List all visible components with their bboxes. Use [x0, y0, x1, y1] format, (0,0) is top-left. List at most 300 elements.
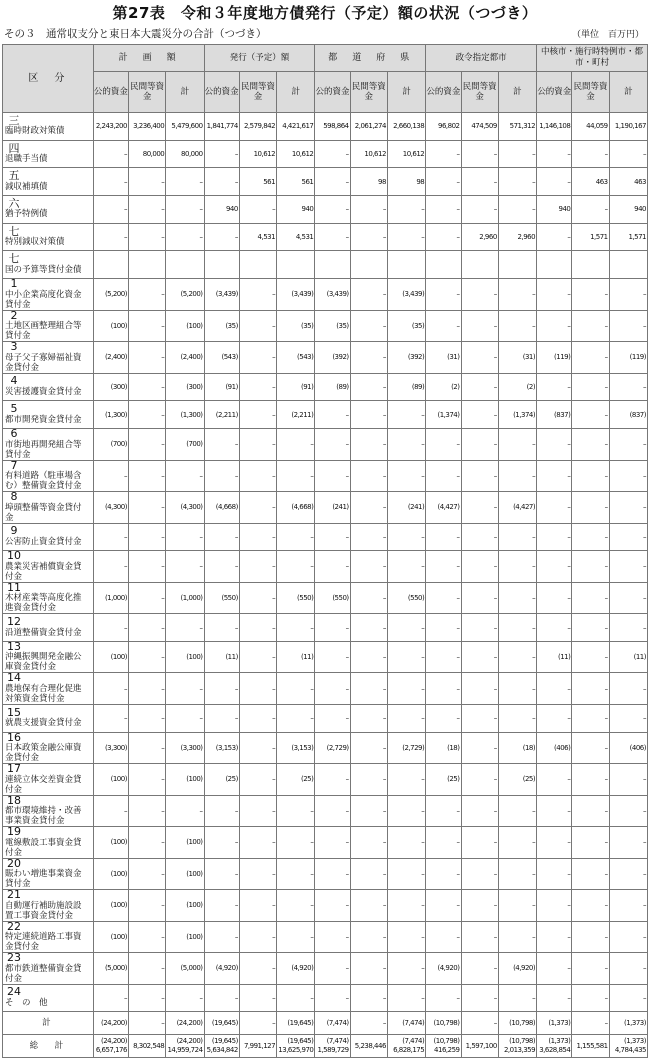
table-cell: –: [498, 429, 536, 461]
table-cell: –: [609, 890, 647, 922]
table-cell: –: [239, 921, 276, 953]
row-number: 14: [7, 672, 21, 685]
table-cell: 4,531: [239, 223, 276, 251]
table-cell: 5,479,600: [166, 113, 204, 141]
table-cell: –: [609, 921, 647, 953]
table-row: [3, 223, 648, 251]
table-cell: (4,300): [166, 492, 204, 524]
table-cell: –: [387, 401, 425, 429]
table-cell: –: [277, 704, 315, 732]
table-cell: (2,400): [93, 342, 128, 374]
group-header: 政令指定都市: [426, 45, 537, 72]
table-cell: –: [498, 641, 536, 673]
table-cell: (550): [315, 582, 350, 614]
table-cell: –: [239, 858, 276, 890]
table-cell: –: [239, 732, 276, 764]
table-cell: 940: [537, 196, 572, 224]
table-cell: 10,612: [277, 140, 315, 168]
table-cell: –: [609, 429, 647, 461]
table-cell: –: [498, 140, 536, 168]
table-row: [3, 984, 648, 1012]
table-cell: –: [498, 460, 536, 492]
table-cell: 3,236,400: [128, 113, 165, 141]
table-cell: –: [239, 704, 276, 732]
table-cell: –: [350, 827, 387, 859]
table-cell: –: [387, 704, 425, 732]
row-number: 5: [10, 402, 18, 416]
grand-total-paren: (1,373): [623, 1037, 646, 1046]
table-cell: –: [93, 984, 128, 1012]
table-cell: –: [572, 858, 609, 890]
row-number: 17: [7, 763, 21, 776]
table-cell: –: [537, 140, 572, 168]
table-cell: –: [128, 168, 165, 196]
table-cell: (837): [537, 401, 572, 429]
table-cell: –: [537, 460, 572, 492]
table-cell: –: [498, 279, 536, 311]
group-header: 都 道 府 県: [315, 45, 426, 72]
table-cell: –: [128, 551, 165, 583]
table-cell: –: [350, 673, 387, 705]
table-row: [3, 251, 648, 279]
sub-header: 公的資金: [537, 72, 572, 113]
table-cell: –: [93, 523, 128, 551]
table-cell: –: [204, 827, 239, 859]
row-label: [3, 168, 94, 196]
table-cell: 474,509: [461, 113, 498, 141]
grand-total-cell: [461, 1035, 498, 1058]
table-cell: 4,531: [277, 223, 315, 251]
table-cell: (1,374): [426, 401, 461, 429]
table-cell: –: [93, 168, 128, 196]
table-cell: –: [277, 523, 315, 551]
table-cell: –: [609, 614, 647, 642]
table-cell: –: [93, 223, 128, 251]
table-cell: –: [461, 460, 498, 492]
table-cell: –: [350, 196, 387, 224]
table-cell: (3,153): [277, 732, 315, 764]
table-cell: (3,439): [277, 279, 315, 311]
row-label-text: 農地保有合理化促進対策資金貸付金: [5, 683, 82, 704]
row-number: 五: [8, 169, 20, 183]
row-label: [3, 858, 94, 890]
table-cell: –: [350, 795, 387, 827]
table-cell: –: [315, 673, 350, 705]
table-cell: –: [426, 795, 461, 827]
table-cell: –: [426, 582, 461, 614]
grand-total-value: 1,597,100: [465, 1041, 497, 1050]
table-cell: –: [239, 984, 276, 1012]
grand-total-cell: [128, 1035, 165, 1058]
table-cell: –: [572, 704, 609, 732]
table-cell: 1,146,108: [537, 113, 572, 141]
table-cell: [537, 251, 572, 279]
table-cell: –: [537, 279, 572, 311]
row-label: [3, 953, 94, 985]
table-cell: –: [572, 614, 609, 642]
table-cell: (3,439): [204, 279, 239, 311]
table-cell: –: [572, 732, 609, 764]
row-label-text: 退職手当債: [5, 154, 48, 165]
table-cell: (100): [166, 310, 204, 342]
table-cell: –: [498, 984, 536, 1012]
table-cell: –: [277, 858, 315, 890]
table-cell: –: [498, 310, 536, 342]
group-header: 計 画 額: [93, 45, 204, 72]
table-cell: –: [128, 582, 165, 614]
table-row: [3, 641, 648, 673]
table-cell: –: [239, 310, 276, 342]
table-cell: –: [204, 984, 239, 1012]
table-cell: –: [350, 373, 387, 401]
table-cell: [277, 251, 315, 279]
grand-total-paren: (7,474): [326, 1037, 349, 1046]
row-label: [3, 582, 94, 614]
row-number: 1: [10, 278, 18, 291]
table-cell: –: [498, 614, 536, 642]
table-cell: 10,612: [350, 140, 387, 168]
row-label: [3, 523, 94, 551]
row-number: 19: [7, 826, 21, 839]
table-cell: (11): [537, 641, 572, 673]
sub-header: 民間等資金: [350, 72, 387, 113]
row-number: 13: [7, 641, 21, 653]
table-cell: [350, 251, 387, 279]
table-cell: –: [204, 795, 239, 827]
table-cell: (3,300): [93, 732, 128, 764]
table-cell: –: [572, 551, 609, 583]
table-cell: –: [239, 890, 276, 922]
grand-total-cell: [572, 1035, 609, 1058]
row-label-text: そ の 他: [5, 997, 48, 1008]
sub-header: 計: [166, 72, 204, 113]
table-cell: –: [537, 429, 572, 461]
table-cell: (100): [93, 827, 128, 859]
table-cell: 940: [204, 196, 239, 224]
row-number: 4: [10, 374, 18, 388]
table-cell: –: [426, 614, 461, 642]
grand-total-value: 5,238,446: [354, 1041, 386, 1050]
table-cell: –: [166, 673, 204, 705]
table-cell: (91): [204, 373, 239, 401]
table-row: [3, 140, 648, 168]
total-cell: –: [572, 1012, 609, 1035]
table-cell: (4,668): [277, 492, 315, 524]
table-cell: –: [537, 223, 572, 251]
table-cell: (241): [315, 492, 350, 524]
sub-header: 公的資金: [315, 72, 350, 113]
table-cell: –: [277, 551, 315, 583]
row-number: 9: [10, 524, 18, 538]
table-cell: –: [572, 764, 609, 796]
table-cell: –: [461, 492, 498, 524]
table-cell: –: [315, 704, 350, 732]
table-cell: –: [461, 732, 498, 764]
table-cell: (392): [387, 342, 425, 374]
row-label: [3, 113, 94, 141]
row-label: [3, 890, 94, 922]
table-cell: –: [128, 310, 165, 342]
table-cell: [204, 251, 239, 279]
table-cell: –: [350, 641, 387, 673]
grand-total-value: 8,302,548: [133, 1041, 165, 1050]
table-cell: –: [350, 310, 387, 342]
table-cell: –: [498, 827, 536, 859]
table-cell: –: [426, 140, 461, 168]
table-cell: (700): [166, 429, 204, 461]
table-cell: –: [498, 704, 536, 732]
table-cell: –: [426, 460, 461, 492]
table-cell: –: [204, 551, 239, 583]
table-cell: –: [387, 429, 425, 461]
table-cell: –: [239, 401, 276, 429]
table-cell: –: [426, 223, 461, 251]
row-label-text: 埠頭整備等資金貸付金: [5, 502, 82, 523]
table-cell: 10,612: [239, 140, 276, 168]
row-label-text: 自動運行補助施設設置工事資金貸付金: [5, 900, 82, 921]
table-cell: –: [350, 704, 387, 732]
row-number: 四: [8, 141, 20, 155]
table-cell: –: [426, 890, 461, 922]
total-label: 計: [3, 1012, 94, 1035]
row-number: 七: [8, 252, 20, 266]
table-cell: –: [315, 429, 350, 461]
row-label-text: 都市環境維持・改善事業資金貸付金: [5, 806, 82, 827]
row-label: [3, 492, 94, 524]
table-cell: –: [239, 764, 276, 796]
table-cell: –: [426, 921, 461, 953]
table-cell: 2,960: [498, 223, 536, 251]
table-cell: (2,729): [315, 732, 350, 764]
table-cell: (700): [93, 429, 128, 461]
row-label-text: 減収補填債: [5, 181, 48, 192]
table-row: [3, 858, 648, 890]
table-cell: (406): [609, 732, 647, 764]
table-cell: (550): [277, 582, 315, 614]
table-cell: –: [239, 196, 276, 224]
table-cell: 80,000: [166, 140, 204, 168]
table-cell: –: [239, 492, 276, 524]
table-cell: –: [461, 614, 498, 642]
table-cell: –: [166, 984, 204, 1012]
table-cell: –: [537, 921, 572, 953]
table-cell: [387, 251, 425, 279]
row-label: [3, 641, 94, 673]
row-label-text: 木材産業等高度化推進資金貸付金: [5, 593, 82, 614]
row-label: [3, 140, 94, 168]
table-cell: –: [498, 582, 536, 614]
table-cell: –: [572, 342, 609, 374]
row-label-text: 農業災害補償資金貸付金: [5, 561, 82, 582]
table-cell: –: [461, 827, 498, 859]
debt-issuance-table: [2, 44, 648, 1058]
row-label: [3, 795, 94, 827]
row-label-text: 土地区画整理組合等貸付金: [5, 321, 82, 342]
row-number: 7: [10, 460, 18, 472]
table-cell: –: [537, 858, 572, 890]
grand-total-paren: (24,200): [176, 1037, 203, 1046]
table-cell: –: [461, 196, 498, 224]
table-cell: [93, 251, 128, 279]
table-cell: (100): [93, 641, 128, 673]
table-cell: (2,400): [166, 342, 204, 374]
table-cell: –: [128, 460, 165, 492]
table-cell: –: [239, 551, 276, 583]
table-cell: –: [461, 168, 498, 196]
table-cell: –: [461, 582, 498, 614]
table-cell: (100): [166, 858, 204, 890]
row-label: [3, 460, 94, 492]
grand-total-cell: [498, 1035, 536, 1058]
table-cell: –: [572, 641, 609, 673]
table-cell: –: [128, 196, 165, 224]
grand-total-cell: [387, 1035, 425, 1058]
table-cell: 1,571: [572, 223, 609, 251]
table-cell: –: [387, 460, 425, 492]
table-cell: (4,920): [204, 953, 239, 985]
row-label: [3, 673, 94, 705]
table-cell: (35): [387, 310, 425, 342]
table-cell: –: [426, 827, 461, 859]
row-label: [3, 342, 94, 374]
table-cell: –: [461, 551, 498, 583]
table-cell: –: [572, 140, 609, 168]
grand-total-cell: [537, 1035, 572, 1058]
table-row: [3, 551, 648, 583]
table-cell: –: [166, 704, 204, 732]
table-cell: –: [609, 523, 647, 551]
table-cell: –: [572, 310, 609, 342]
table-cell: –: [204, 921, 239, 953]
table-cell: (25): [498, 764, 536, 796]
table-subtitle: その３ 通常収支分と東日本大震災分の合計（つづき）: [4, 28, 267, 40]
row-label-text: 災害援護資金貸付金: [5, 386, 82, 397]
table-cell: (1,000): [93, 582, 128, 614]
table-cell: –: [498, 858, 536, 890]
table-cell: –: [537, 614, 572, 642]
table-cell: (2,729): [387, 732, 425, 764]
row-number: 11: [7, 582, 21, 594]
table-cell: –: [128, 858, 165, 890]
table-cell: –: [277, 673, 315, 705]
grand-total-value: 5,634,842: [206, 1046, 238, 1055]
table-cell: –: [537, 795, 572, 827]
table-cell: –: [350, 764, 387, 796]
table-cell: (100): [166, 890, 204, 922]
table-cell: –: [426, 858, 461, 890]
table-cell: (2): [426, 373, 461, 401]
grand-total-cell: [166, 1035, 204, 1058]
table-row: [3, 764, 648, 796]
table-cell: –: [239, 523, 276, 551]
table-cell: 4,421,617: [277, 113, 315, 141]
table-cell: (5,200): [166, 279, 204, 311]
table-cell: –: [128, 614, 165, 642]
table-cell: –: [128, 984, 165, 1012]
table-cell: –: [239, 673, 276, 705]
total-cell: (24,200): [93, 1012, 128, 1035]
sub-header: 民間等資金: [461, 72, 498, 113]
row-label: [3, 373, 94, 401]
table-cell: 463: [609, 168, 647, 196]
row-label: [3, 827, 94, 859]
table-cell: –: [128, 641, 165, 673]
table-cell: (100): [93, 858, 128, 890]
table-cell: –: [387, 764, 425, 796]
grand-total-paren: (7,474): [402, 1037, 425, 1046]
table-cell: –: [609, 551, 647, 583]
table-cell: (543): [204, 342, 239, 374]
table-cell: (4,427): [498, 492, 536, 524]
table-cell: –: [387, 223, 425, 251]
table-cell: –: [609, 704, 647, 732]
table-cell: –: [426, 704, 461, 732]
table-row: [3, 704, 648, 732]
sub-header: 民間等資金: [239, 72, 276, 113]
table-cell: –: [204, 704, 239, 732]
table-cell: –: [498, 168, 536, 196]
row-label-text: 賑わい増進事業資金貸付金: [5, 869, 82, 890]
grand-total-paren: (19,645): [287, 1037, 314, 1046]
table-cell: –: [498, 523, 536, 551]
table-cell: –: [315, 921, 350, 953]
table-cell: –: [609, 827, 647, 859]
table-row: [3, 310, 648, 342]
table-cell: –: [350, 342, 387, 374]
table-cell: –: [350, 460, 387, 492]
table-cell: –: [498, 196, 536, 224]
row-label: [3, 732, 94, 764]
table-cell: –: [166, 795, 204, 827]
table-cell: –: [537, 582, 572, 614]
table-cell: 1,571: [609, 223, 647, 251]
table-cell: (4,427): [426, 492, 461, 524]
table-cell: –: [204, 614, 239, 642]
table-cell: –: [537, 551, 572, 583]
grand-total-cell: [93, 1035, 128, 1058]
table-cell: (3,439): [387, 279, 425, 311]
table-cell: –: [128, 223, 165, 251]
table-cell: 561: [277, 168, 315, 196]
table-cell: –: [572, 196, 609, 224]
table-cell: –: [572, 921, 609, 953]
row-label-text: 公害防止資金貸付金: [5, 536, 82, 547]
table-cell: –: [537, 168, 572, 196]
table-cell: 2,960: [461, 223, 498, 251]
table-cell: (1,300): [166, 401, 204, 429]
sub-header: 公的資金: [93, 72, 128, 113]
table-cell: 561: [239, 168, 276, 196]
row-number: 15: [7, 705, 21, 719]
table-row: [3, 401, 648, 429]
row-label-text: 国の予算等貸付金債: [5, 264, 82, 275]
total-cell: (19,645): [204, 1012, 239, 1035]
table-cell: [315, 251, 350, 279]
row-label: [3, 704, 94, 732]
table-row: [3, 921, 648, 953]
table-cell: (2): [498, 373, 536, 401]
table-cell: (241): [387, 492, 425, 524]
table-cell: –: [315, 223, 350, 251]
table-cell: [166, 251, 204, 279]
table-cell: –: [461, 795, 498, 827]
row-label: [3, 310, 94, 342]
table-cell: –: [572, 582, 609, 614]
table-cell: (18): [426, 732, 461, 764]
table-cell: 463: [572, 168, 609, 196]
row-label: [3, 614, 94, 642]
table-cell: (89): [387, 373, 425, 401]
